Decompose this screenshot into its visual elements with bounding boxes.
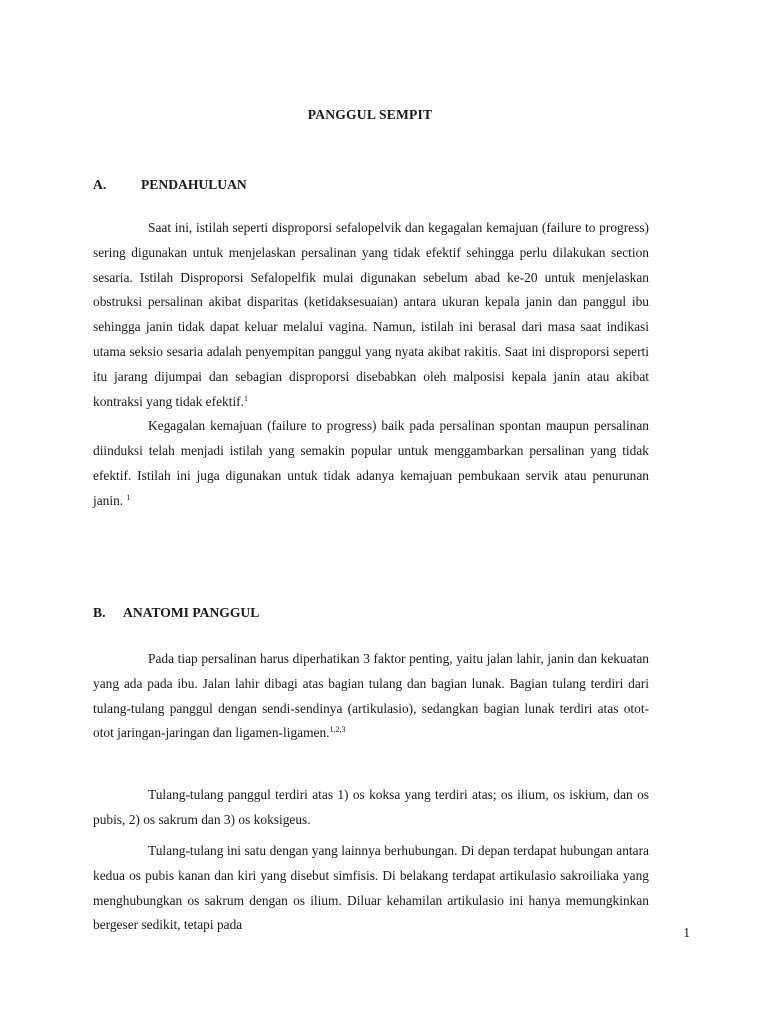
page-number: 1 — [683, 925, 690, 940]
section-a-heading — [93, 177, 247, 193]
section-b-title: ANATOMI PANGGUL — [123, 605, 260, 620]
section-a-body — [93, 216, 649, 514]
section-b-body-3 — [93, 839, 649, 938]
section-b-body-2 — [93, 783, 649, 833]
section-a-label: A. — [93, 177, 107, 192]
section-b-heading — [93, 605, 259, 621]
section-a-paragraph-2-text: Kegagalan kemajuan (failure to progress) baik pada persalinan spontan maupun persalinan diinduksi telah menjadi istilah yang semakin popular untuk menggambarkan persalinan yang tidak efektif. Istilah ini juga digunakan untuk tidak adanya kemajuan pembukaan servik atau penurunan janin. — [93, 418, 649, 508]
footnote-ref: 1,2,3 — [329, 725, 346, 735]
section-b-paragraph-3: Tulang-tulang ini satu dengan yang lainnya berhubungan. Di depan terdapat hubungan antara kedua os pubis kanan dan kiri yang disebut simfisis. Di belakang terdapat artikulasio sakroiliaka yang menghubungkan os sakrum dengan os ilium. Diluar kehamilan artikulasio ini hanya memungkinkan bergeser sedikit, tetapi pada — [93, 843, 649, 933]
section-b-paragraph-2: Tulang-tulang panggul terdiri atas 1) os koksa yang terdiri atas; os ilium, os iskium, dan os pubis, 2) os sakrum dan 3) os koksigeus. — [93, 787, 649, 827]
section-a-title: PENDAHULUAN — [141, 177, 247, 192]
section-b-label: B. — [93, 605, 106, 620]
document-title: PANGGUL SEMPIT — [307, 107, 433, 122]
section-b-paragraph-1-text: Pada tiap persalinan harus diperhatikan 3 faktor penting, yaitu jalan lahir, janin dan kekuatan yang ada pada ibu. Jalan lahir dibagi atas bagian tulang dan bagian lunak. Bagian tulang terdiri dari tulang-tulang panggul dengan sendi-sendinya (artikulasio), sedangkan bagian lunak terdiri atas otot-otot jaringan-jaringan dan ligamen-ligamen. — [93, 651, 649, 741]
section-a-paragraph-1 — [93, 216, 649, 414]
footnote-ref: 1 — [243, 393, 248, 403]
section-b-paragraph-1 — [93, 647, 649, 746]
section-b-body-1 — [93, 647, 649, 746]
section-a-paragraph-1-text: Saat ini, istilah seperti disproporsi sefalopelvik dan kegagalan kemajuan (failure to progress) sering digunakan untuk menjelaskan persalinan yang tidak efektif sehingga perlu dilakukan section sesaria. Istilah Disproporsi Sefalopelfik mulai digunakan sebelum abad ke-20 untuk menjelaskan obstruksi persalinan akibat disparitas (ketidaksesuaian) antara ukuran kepala janin dan panggul ibu sehingga janin tidak dapat keluar melalui vagina. Namun, istilah ini berasal dari masa saat indikasi utama seksio sesaria adalah penyempitan panggul yang nyata akibat rakitis. Saat ini disproporsi seperti itu jarang dijumpai dan sebagian disproporsi disebabkan oleh malposisi kepala janin atau akibat kontraksi yang tidak efektif. — [93, 220, 649, 409]
footnote-ref: 1 — [126, 492, 131, 502]
section-a-paragraph-2 — [93, 414, 649, 513]
